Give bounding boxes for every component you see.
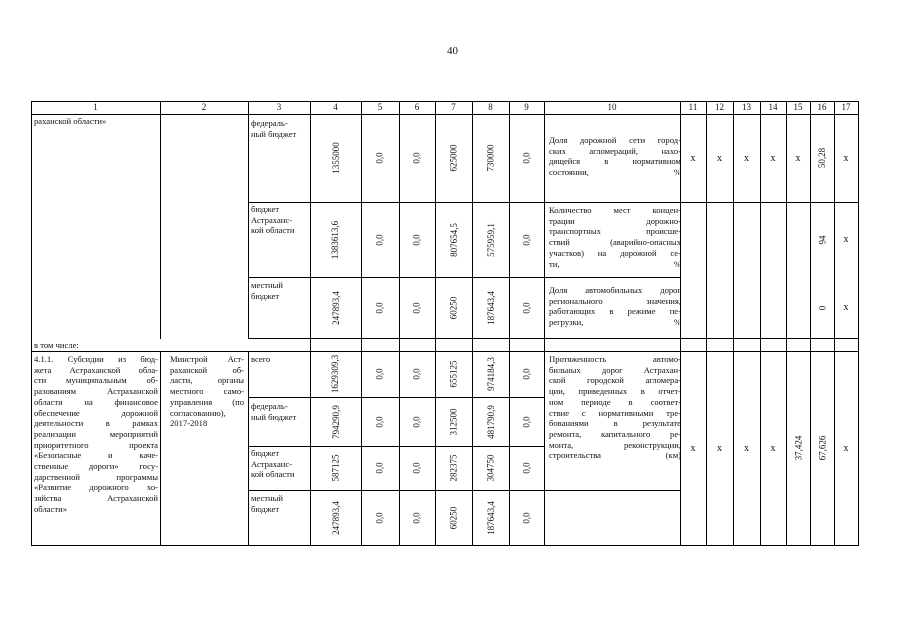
- value-cell: [472, 114, 509, 202]
- value-text: 0: [817, 305, 827, 310]
- value-text: 0,0: [521, 511, 532, 524]
- column-header-2: 2: [201, 102, 207, 112]
- x-mark: x: [843, 234, 849, 245]
- text-line: жета Астраханской обла-: [34, 364, 158, 375]
- text-line: ствий (аварийно-опасных: [549, 237, 681, 248]
- indicator-text: [549, 285, 681, 328]
- value-text: 0,0: [375, 301, 385, 314]
- text-line: ный бюджет: [251, 128, 297, 139]
- value-text: 0,0: [521, 152, 532, 164]
- value-cell: [472, 202, 509, 277]
- value-cell: [509, 446, 544, 490]
- column-header-8: 8: [488, 102, 493, 112]
- text-line: бюджет: [251, 290, 280, 301]
- x-mark: x: [690, 152, 696, 164]
- program-title-tail: раханской области»: [34, 116, 107, 126]
- target-value: [810, 277, 834, 338]
- value-text: 282375: [448, 454, 459, 482]
- page-number: 40: [447, 45, 458, 57]
- value-text: 0,0: [412, 462, 422, 474]
- text-line: Доля автомобильных дорог: [549, 285, 681, 295]
- x-mark: x: [744, 152, 749, 164]
- text-line: 2017-2018: [170, 418, 208, 429]
- funding-source: [251, 354, 308, 365]
- x-mark: x: [843, 152, 849, 164]
- indicator-text: [549, 205, 681, 269]
- value-text: 247893,4: [330, 500, 341, 535]
- value-cell: [435, 202, 472, 277]
- value-text: 587125: [330, 454, 341, 482]
- value-text: 1383613,6: [330, 220, 341, 259]
- value-text: 0,0: [412, 301, 422, 314]
- text-line: регрузки, %: [549, 317, 681, 328]
- value-cell: [361, 351, 399, 397]
- text-line: кой области: [251, 469, 295, 480]
- value-cell: [509, 277, 544, 338]
- text-line: области»: [34, 503, 68, 514]
- text-line: области на финансовое: [34, 396, 158, 407]
- x-mark: x: [717, 152, 722, 164]
- text-line: Количество мест концен-: [549, 205, 681, 215]
- value-cell: [435, 114, 472, 202]
- column-rule: [160, 351, 161, 546]
- column-header-4: 4: [333, 102, 338, 112]
- value-text: 0,0: [375, 462, 385, 474]
- value-text: 1355000: [330, 142, 341, 174]
- x-mark: x: [717, 442, 722, 454]
- funding-source: [251, 204, 308, 236]
- value-text: 67,626: [817, 435, 827, 461]
- value-text: 0,0: [521, 415, 532, 428]
- text-line: ственные дороги» госу-: [34, 461, 158, 472]
- value-cell: [435, 446, 472, 490]
- value-cell: [361, 114, 399, 202]
- column-rule: [160, 101, 161, 339]
- text-line: состоянии, %: [549, 167, 681, 178]
- text-line: Доля дорожной сети город-: [549, 135, 681, 145]
- text-line: ской городской агломера-: [549, 375, 681, 386]
- value-cell: [399, 446, 435, 490]
- value-text: 187643,4: [485, 500, 496, 535]
- text-line: монта, реконструкции,: [549, 439, 681, 450]
- value-text: 794290,9: [330, 404, 341, 439]
- value-cell: [399, 397, 435, 446]
- text-line: ном периоде в соответ-: [549, 396, 681, 407]
- text-line: ских агломераций, нахо-: [549, 145, 681, 156]
- table-bottom-border: [31, 545, 859, 546]
- text-line: ный бюджет: [251, 411, 297, 422]
- funding-source: [251, 401, 308, 422]
- text-line: работающих в режиме пе-: [549, 306, 681, 317]
- value-text: 0,0: [375, 415, 385, 428]
- column-header-15: 15: [793, 102, 803, 112]
- row-divider: [248, 338, 859, 339]
- column-header-6: 6: [414, 102, 420, 112]
- x-mark: x: [690, 442, 696, 454]
- text-line: строительства (км): [549, 450, 681, 461]
- value-cell: [435, 397, 472, 446]
- text-line: местного само-: [170, 386, 244, 397]
- value-cell: [310, 277, 361, 338]
- text-line: местный: [251, 493, 284, 503]
- text-line: федераль-: [251, 401, 288, 411]
- target-value: [810, 114, 834, 202]
- column-header-13: 13: [742, 102, 751, 112]
- value-cell: [310, 202, 361, 277]
- column-rule: [544, 101, 545, 546]
- value-cell: [509, 490, 544, 545]
- value-text: 247893,4: [330, 290, 341, 325]
- value-text: 50,28: [817, 147, 827, 169]
- value-cell: [361, 277, 399, 338]
- x-mark: x: [795, 152, 801, 164]
- x-mark: x: [770, 442, 776, 454]
- funding-source: [251, 448, 308, 480]
- text-line: Астраханс-: [251, 214, 293, 225]
- value-cell: [399, 277, 435, 338]
- text-line: бюджет: [251, 448, 280, 458]
- value-cell: [361, 202, 399, 277]
- value-cell: [310, 446, 361, 490]
- value-cell: [509, 202, 544, 277]
- text-line: федераль-: [251, 118, 288, 128]
- responsible-executor: [170, 354, 244, 429]
- column-header-5: 5: [377, 102, 383, 112]
- value-text: 481790,9: [485, 404, 496, 439]
- text-line: «Развитие дорожного хо-: [34, 482, 158, 493]
- x-mark: x: [843, 302, 849, 313]
- funding-source: [251, 280, 308, 301]
- x-mark: x: [843, 442, 849, 454]
- funding-source: [251, 493, 308, 514]
- text-line: управления (по: [170, 396, 244, 407]
- value-cell: [399, 351, 435, 397]
- text-line: участков) на дорожной се-: [549, 247, 681, 258]
- text-line: кой области: [251, 225, 295, 236]
- text-line: зяйства Астраханской: [34, 493, 158, 504]
- text-line: местный: [251, 280, 284, 290]
- value-text: 1629309,3: [330, 354, 341, 394]
- value-text: 0,0: [412, 368, 422, 380]
- value-cell: [435, 490, 472, 545]
- column-header-7: 7: [451, 102, 456, 112]
- value-cell: [472, 490, 509, 545]
- value-text: 60250: [448, 506, 459, 529]
- value-text: 94: [817, 235, 827, 244]
- value-text: 0,0: [375, 233, 385, 246]
- text-line: бюджет: [251, 204, 280, 214]
- measure-title: [34, 354, 158, 515]
- text-line: бованиями в результате: [549, 418, 681, 429]
- value-text: 0,0: [521, 368, 532, 380]
- value-text: 312500: [448, 408, 459, 435]
- table-side-border: [31, 101, 32, 546]
- section-subheading: в том числе:: [34, 340, 79, 350]
- column-header-10: 10: [607, 102, 617, 112]
- text-line: дящейся в нормативном: [549, 156, 681, 167]
- text-line: бюджет: [251, 503, 280, 514]
- text-line: 4.1.1. Субсидии из бюд-: [34, 354, 158, 364]
- column-rule: [248, 101, 249, 339]
- value-cell: [472, 397, 509, 446]
- value-cell: [509, 397, 544, 446]
- value-text: 0,0: [375, 511, 385, 524]
- target-value: [786, 351, 810, 545]
- text-line: сти муниципальным об-: [34, 375, 158, 386]
- text-line: приоритетного проекта: [34, 439, 158, 450]
- column-header-17: 17: [841, 102, 851, 112]
- value-text: 974184,3: [485, 357, 496, 391]
- table-side-border: [858, 101, 859, 546]
- value-text: 0,0: [412, 233, 422, 246]
- value-text: 0,0: [521, 233, 532, 246]
- value-text: 37,424: [793, 435, 803, 461]
- value-text: 187643,4: [485, 290, 496, 325]
- text-line: дарственной программы: [34, 471, 158, 482]
- text-line: транспортных происше-: [549, 226, 681, 237]
- value-cell: [509, 351, 544, 397]
- value-text: 730000: [485, 144, 496, 172]
- value-cell: [509, 114, 544, 202]
- value-cell: [310, 490, 361, 545]
- value-text: 304750: [485, 454, 496, 482]
- text-line: ремонта, капитального ре-: [549, 428, 681, 439]
- x-mark: x: [770, 152, 776, 164]
- text-line: трации дорожно-: [549, 215, 681, 226]
- text-line: деятельности в рамках: [34, 418, 158, 429]
- value-text: 625000: [448, 144, 459, 172]
- value-cell: [310, 114, 361, 202]
- column-header-12: 12: [715, 102, 724, 112]
- value-text: 0,0: [375, 152, 385, 164]
- value-cell: [472, 277, 509, 338]
- value-text: 0,0: [412, 511, 422, 524]
- column-header-1: 1: [93, 102, 98, 112]
- value-text: 575959,1: [485, 222, 496, 257]
- value-cell: [361, 490, 399, 545]
- x-mark: x: [744, 442, 749, 454]
- value-cell: [361, 446, 399, 490]
- text-line: реализации мероприятий: [34, 428, 158, 439]
- text-line: бильных дорог Астрахан-: [549, 364, 681, 375]
- text-line: ласти, органы: [170, 375, 244, 386]
- value-text: 60250: [448, 296, 459, 319]
- value-cell: [435, 351, 472, 397]
- value-cell: [310, 351, 361, 397]
- text-line: Астраханс-: [251, 458, 293, 469]
- column-header-3: 3: [276, 102, 282, 112]
- column-header-16: 16: [817, 102, 827, 112]
- column-header-14: 14: [768, 102, 778, 112]
- text-line: ти, %: [549, 258, 681, 269]
- text-line: обеспечение дорожной: [34, 407, 158, 418]
- value-text: 0,0: [521, 462, 532, 474]
- indicator-text: [549, 354, 681, 461]
- text-line: Минстрой Аст-: [170, 354, 244, 364]
- funding-source: [251, 118, 308, 139]
- value-cell: [435, 277, 472, 338]
- value-cell: [310, 397, 361, 446]
- value-cell: [399, 202, 435, 277]
- target-value: [810, 351, 834, 545]
- value-cell: [472, 351, 509, 397]
- value-text: 0,0: [375, 368, 385, 380]
- text-line: согласованию),: [170, 407, 226, 418]
- text-line: всего: [251, 354, 271, 364]
- value-text: 807654,5: [448, 222, 459, 257]
- indicator-text: [549, 135, 681, 178]
- text-line: ции, приведенных в отчет-: [549, 386, 681, 397]
- value-cell: [361, 397, 399, 446]
- text-line: Протяженность автомо-: [549, 354, 681, 364]
- value-text: 0,0: [521, 301, 532, 314]
- text-line: раханской об-: [170, 364, 244, 375]
- column-header-11: 11: [688, 102, 698, 112]
- column-rule: [248, 351, 249, 546]
- text-line: «Безопасные и каче-: [34, 450, 158, 461]
- value-cell: [399, 490, 435, 545]
- text-line: разованиям Астраханской: [34, 386, 158, 397]
- text-line: регионального значения,: [549, 295, 681, 306]
- text-line: ствие с нормативными тре-: [549, 407, 681, 418]
- target-value: [810, 202, 834, 277]
- value-text: 0,0: [412, 415, 422, 428]
- value-cell: [472, 446, 509, 490]
- value-text: 655125: [448, 360, 459, 388]
- value-cell: [399, 114, 435, 202]
- column-header-9: 9: [524, 102, 529, 112]
- value-text: 0,0: [412, 152, 422, 164]
